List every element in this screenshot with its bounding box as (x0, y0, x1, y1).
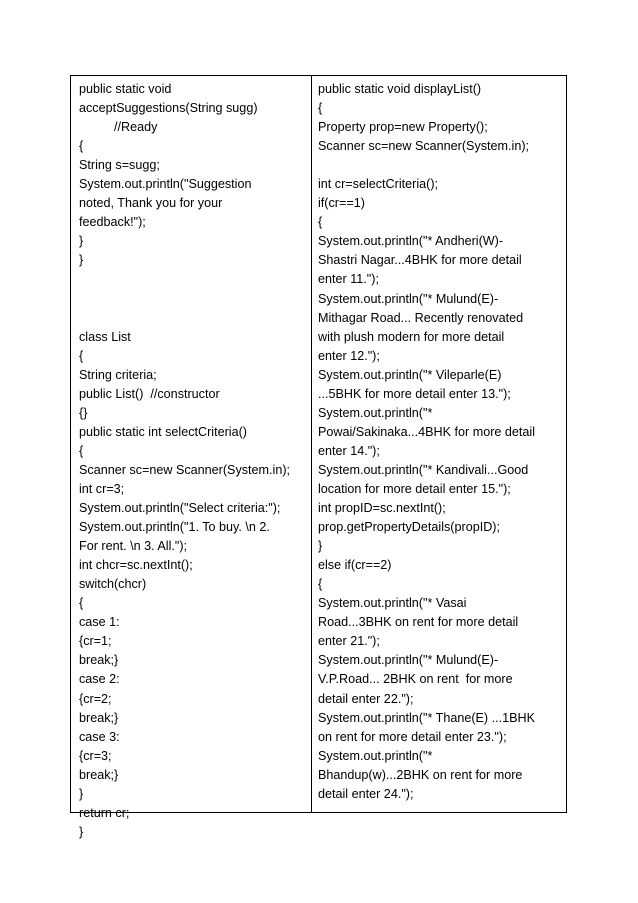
code-line: case 2: (79, 672, 120, 687)
code-line: enter 12."); (318, 348, 380, 363)
code-line (79, 309, 307, 328)
code-line: enter 14."); (318, 443, 380, 458)
code-line: {cr=2; (79, 691, 112, 706)
code-line (318, 156, 562, 175)
code-line: Shastri Nagar...4BHK for more detail (318, 253, 522, 268)
code-line (79, 270, 307, 289)
code-line: class List (79, 329, 131, 344)
code-line: acceptSuggestions(String sugg) (79, 101, 258, 116)
code-line: public static void displayList() (318, 82, 482, 96)
code-line: { (79, 348, 84, 363)
right-code-column (312, 76, 566, 812)
code-line (79, 290, 307, 309)
code-line: Powai/Sakinaka...4BHK for more detail (318, 424, 535, 439)
code-line: detail enter 22."); (318, 691, 414, 706)
code-line: {} (79, 405, 88, 420)
code-line: } (79, 253, 84, 268)
code-line: enter 11."); (318, 272, 379, 287)
code-line: For rent. \n 3. All."); (79, 539, 188, 554)
code-line: int propID=sc.nextInt(); (318, 501, 446, 516)
code-line: switch(chcr) (79, 577, 147, 592)
code-line: { (79, 596, 84, 611)
code-line: { (318, 577, 323, 592)
code-line: location for more detail enter 15."); (318, 481, 511, 496)
code-line: String s=sugg; (79, 158, 160, 173)
code-line: return cr; (79, 805, 130, 820)
code-line: System.out.println("* Mulund(E)- (318, 291, 499, 306)
code-line: System.out.println("* Vileparle(E) (318, 367, 502, 382)
code-line: Mithagar Road... Recently renovated (318, 310, 524, 325)
code-line: {cr=1; (79, 634, 112, 649)
code-line: Bhandup(w)...2BHK on rent for more (318, 767, 523, 782)
code-line: else if(cr==2) (318, 558, 392, 573)
code-line: prop.getPropertyDetails(propID); (318, 520, 500, 535)
code-line: {cr=3; (79, 748, 112, 763)
code-line: { (318, 215, 323, 230)
code-line: Scanner sc=new Scanner(System.in); (79, 462, 291, 477)
left-code-column (71, 76, 312, 839)
code-line: System.out.println("* Mulund(E)- (318, 653, 499, 668)
code-line: int cr=3; (79, 481, 125, 496)
code-line: System.out.println("* Kandivali...Good (318, 462, 529, 477)
code-line: } (318, 539, 323, 554)
code-line: on rent for more detail enter 23."); (318, 729, 507, 744)
code-line: System.out.println("* (318, 405, 433, 420)
code-line: case 3: (79, 729, 120, 744)
code-line: ...5BHK for more detail enter 13."); (318, 386, 511, 401)
code-line: break;} (79, 710, 119, 725)
code-line: System.out.println("Suggestion (79, 177, 252, 192)
code-line: break;} (79, 767, 119, 782)
code-line: public static void (79, 82, 172, 96)
code-line: System.out.println("* Thane(E) ...1BHK (318, 710, 536, 725)
code-line: V.P.Road... 2BHK on rent for more (318, 672, 513, 687)
code-line: System.out.println("* Andheri(W)- (318, 234, 504, 249)
code-line: Scanner sc=new Scanner(System.in); (318, 139, 530, 154)
code-line: enter 21."); (318, 634, 380, 649)
code-line: //Ready (79, 120, 158, 135)
code-line: int chcr=sc.nextInt(); (79, 558, 193, 573)
code-line: } (79, 234, 84, 249)
code-line: String criteria; (79, 367, 157, 382)
code-line: Road...3BHK on rent for more detail (318, 615, 519, 630)
code-line: with plush modern for more detail (318, 329, 505, 344)
code-table (70, 75, 567, 839)
code-line: detail enter 24."); (318, 786, 414, 801)
code-line: System.out.println("* Vasai (318, 596, 467, 611)
code-line: case 1: (79, 615, 120, 630)
code-line: System.out.println("Select criteria:"); (79, 501, 281, 516)
code-line: } (79, 824, 84, 839)
code-line: System.out.println("* (318, 748, 433, 763)
code-line: feedback!"); (79, 215, 146, 230)
code-line: Property prop=new Property(); (318, 120, 488, 135)
code-line: System.out.println("1. To buy. \n 2. (79, 520, 270, 535)
code-line: } (79, 786, 84, 801)
code-line: { (79, 139, 84, 154)
code-line: noted, Thank you for your (79, 196, 223, 211)
code-line: if(cr==1) (318, 196, 365, 211)
code-line: public List() //constructor (79, 386, 220, 401)
code-line: public static int selectCriteria() (79, 424, 247, 439)
code-line: int cr=selectCriteria(); (318, 177, 439, 192)
code-line: { (318, 101, 323, 116)
code-line: { (79, 443, 84, 458)
code-line: break;} (79, 653, 119, 668)
